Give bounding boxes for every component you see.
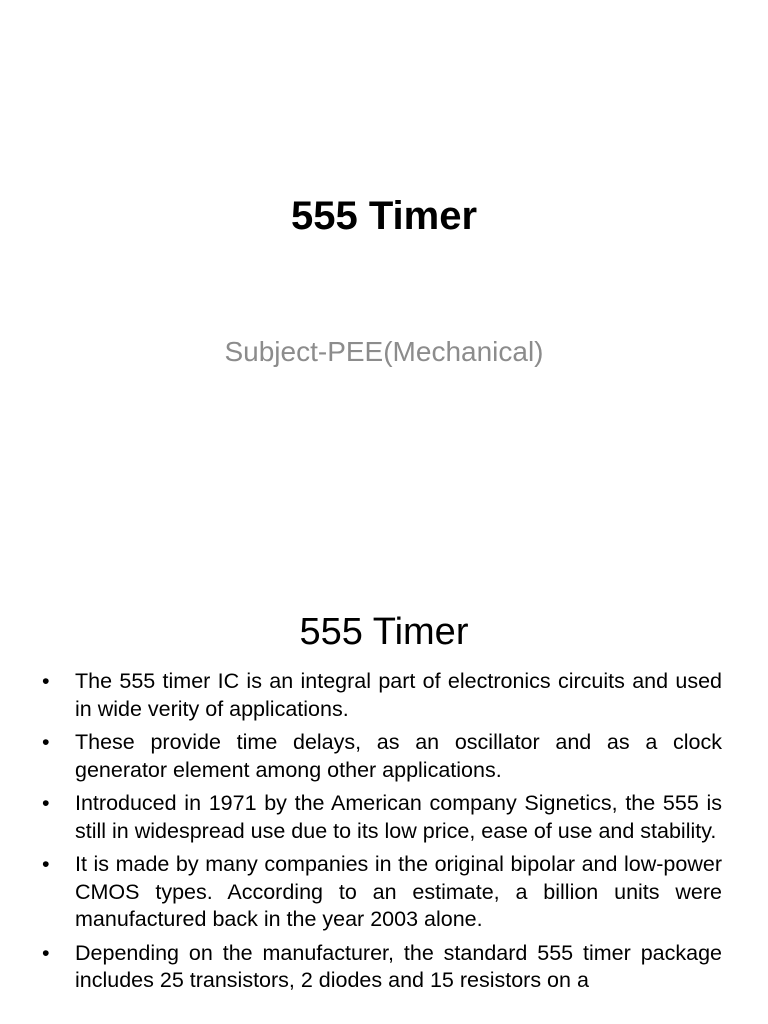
content-slide — [0, 576, 768, 1024]
bullet-text: Depending on the manufacturer, the standard 555 timer package includes 25 transistors, 2 diodes and 15 resistors on a — [75, 940, 722, 992]
bullet-item — [40, 729, 722, 784]
bullet-icon: • — [42, 791, 50, 815]
bullet-icon: • — [42, 940, 50, 965]
bullet-text: Introduced in 1971 by the American company Signetics, the 555 is still in widespread use due to its low price, ease of use and stability. — [75, 791, 722, 843]
bullet-item — [40, 668, 722, 723]
bullet-icon: • — [42, 730, 50, 754]
content-slide-title: 555 Timer — [299, 611, 469, 653]
bullet-list — [40, 668, 722, 1001]
bullet-icon: • — [42, 852, 50, 876]
bullet-item — [40, 790, 722, 845]
bullet-item — [40, 851, 722, 934]
slide-title: 555 Timer — [290, 194, 478, 238]
bullet-text: These provide time delays, as an oscillator and as a clock generator element among other applications. — [75, 730, 722, 782]
bullet-item — [40, 940, 722, 995]
bullet-icon: • — [42, 669, 50, 693]
bullet-text: It is made by many companies in the original bipolar and low-power CMOS types. According to an estimate, a billion units were manufactured back in the year 2003 alone. — [75, 852, 722, 931]
bullet-text: The 555 timer IC is an integral part of electronics circuits and used in wide verity of applications. — [75, 669, 722, 721]
slide-subtitle: Subject-PEE(Mechanical) — [224, 336, 544, 367]
